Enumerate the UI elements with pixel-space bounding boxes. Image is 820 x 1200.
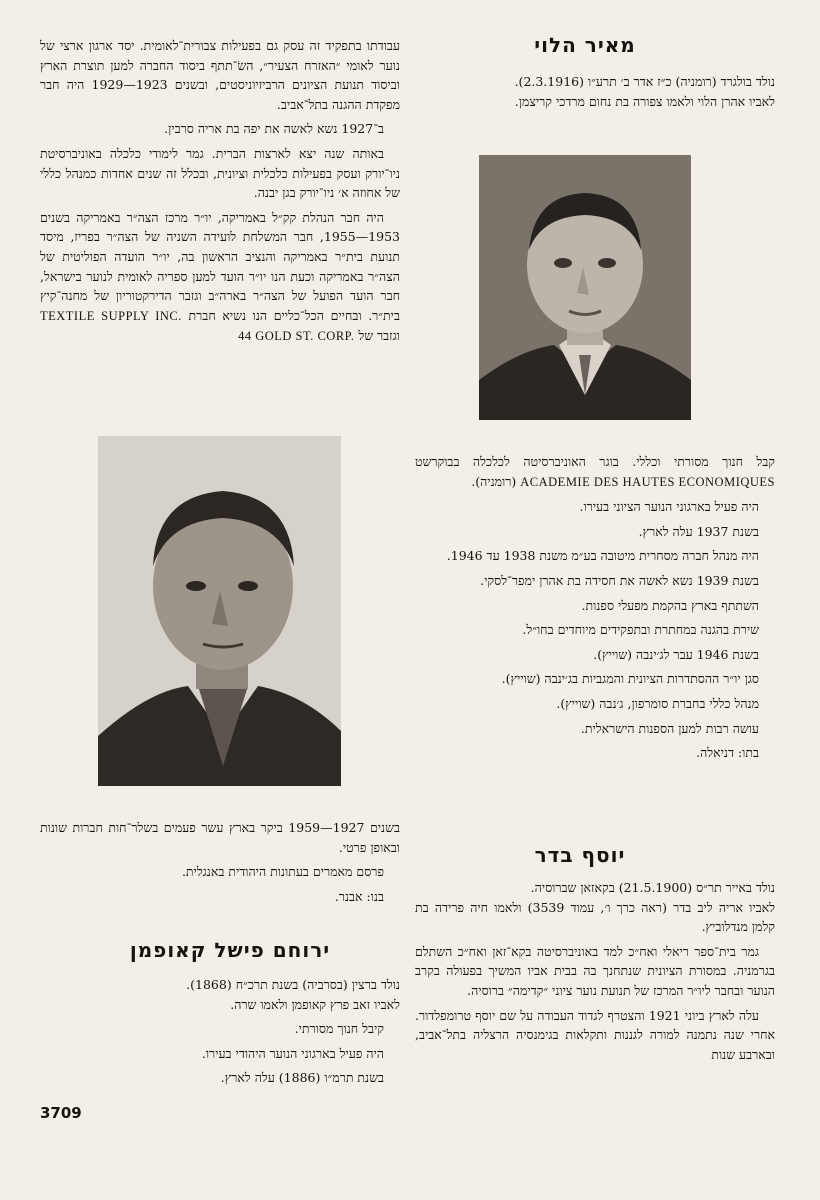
cont-marriage: ב־1927 נשא לאשה את יפה בת אריה סרבין.: [164, 121, 384, 137]
continued-biography: [40, 36, 400, 352]
yerucham-parents: לאביו זאב פרץ קאופמן ולאמו שרה.: [230, 996, 400, 1012]
meir-name-heading: מאיר הלוי: [534, 33, 636, 57]
yosef-biography: [415, 878, 775, 1069]
yosef-name-heading: יוסף בדר: [534, 843, 626, 867]
meir-education-country: (רומניה).: [471, 473, 517, 489]
yerucham-birth: נולד ברצין (בסרביה) בשנת תרכ״ח (1868).: [186, 977, 400, 992]
cont-usa: באותה שנה יצא לארצות הברית. גמר לימודי כלכלה באוניברסיטת ניו־יורק ועסק בפעילות כלכלית וציונית, ובכלל זה שנים אחדות כמנהל כללי של אחוזה א׳ ניו־יורק בגן יבנה.: [40, 145, 400, 201]
cont-treasurer: וגזבר של: [358, 328, 400, 344]
meir-academy-name: ACADEMIE DES HAUTES ECONOMIQUES: [520, 474, 775, 489]
yerucham-name-heading: ירוחם פישל קאופמן: [129, 938, 331, 962]
meir-aliyah: בשנת 1937 עלה לארץ.: [638, 523, 759, 539]
cont-organizations: היה חבר הנהלת קק״ל באמריקה, יו״ר מרכז הצה״ר באמריקה בשנים 1953—1955, חבר המשלחת לועידה השניה של הצה״ר בפריז, מיסד תנועת בית״ר באמריקה והנציב הראשון בה, יו״ר הועדה הפוליטית של הצה״ר באמריקה וכעת הנו יו״ר הועד למען ספריה לאומית לנוער בישראל, חבר הועד הפועל של הצה״ר בארה״ב וגזבר הדירקטוריון של מחנה־קיץ בית״ר. ובחיים הכל־כליים הנו נשיא חברת: [40, 209, 400, 323]
yerucham-aliyah: בשנת תרמ״ו (1886) עלה לארץ.: [220, 1070, 384, 1086]
yosef-education: גמר בית־ספר ריאלי ואח״כ למד באוניברסיטה בקא־זאן ואח״כ השתלם בגרמניה. במסורת הציונית שנתחנך בה בבית אביו המשיך בפעולה בקרב הנוער ובחבר ליו״ר המרכז של תנועת נוער ציוני ״קדימה״ ברוסיה.: [415, 943, 775, 998]
cont-public-activity: עבודתו בתפקיד זה עסק גם בפעילות צבורית־לאומית. יסד ארגון ארצי של נוער לאומי ״האזרח הצעיר״, השׂ־תתף ביסוד החברה למען תוצרת הארץ וביסוד תנועת הציונים הרביזיוניסטים, ובשנים 1923—1929 היה חבר מפקדת ההגנה בתל־אביב.: [40, 38, 400, 112]
second-portrait-photo: [98, 436, 341, 786]
cont-company-2: 44 GOLD ST. CORP.: [238, 329, 355, 344]
yerucham-biography: [40, 975, 400, 1093]
cont-articles: פרסם מאמרים בעתונות היהודית באנגלית.: [181, 864, 384, 880]
continued-biography-end: [40, 818, 400, 911]
meir-parents: לאביו אהרן הלוי ולאמו צפורה בת נחום מרדכי קריצמן.: [514, 93, 775, 109]
meir-intro: [415, 72, 775, 116]
yosef-parents: לאביו אריה ליב בדר (ראה כרך ו׳, עמוד 3539) ולאמו חיה פרידה בת קלמן מנדלוביץ.: [415, 899, 776, 935]
portrait-man-icon: [98, 436, 341, 786]
meir-zionist-role: סגן יו״ר ההסתדרות הציונית והמגביות בג׳ינבה (שוייץ).: [501, 671, 759, 687]
portrait-man-icon: [479, 155, 691, 420]
meir-shipping: השתתף בארץ בהקמת מפעלי ספנות.: [581, 597, 759, 613]
meir-company: היה מנהל חברה מסחרית מיטובה בע״מ משנת 1938 עד 1946.: [446, 548, 759, 564]
meir-birth: נולד בולגרד (רומניה) כ״ז אדר ב׳ תרע״ו (2.3.1916).: [514, 74, 775, 89]
meir-education: קבל חנוך מסורתי וכללי. בוגר האוניברסיטה לכלכלה בבוקרשט: [415, 454, 775, 469]
cont-visits: בשנים 1927—1959 ביקר בארץ עשר פעמים בשלר־חות חברות שונות ובאופן פרטי.: [40, 820, 400, 855]
meir-geneva-move: בשנת 1946 עבר לג׳ינבה (שוייץ).: [593, 646, 759, 662]
yerucham-education: קיבל חנוך מסורתי.: [294, 1021, 384, 1037]
meir-director: מנהל כללי בחברת סומרפון, ג׳נבה (שוייץ).: [556, 695, 759, 711]
meir-israeli-shipping: עושה רבות למען הספנות הישראלית.: [580, 720, 759, 736]
yosef-aliyah: עלה לארץ ביוני 1921 והצטרף לגדוד העבודה על שם יוסף טרומפלדור. אחרי שנה נתמנה למורה לגננות ותקלאות בגימנסיה הרצליה בתל־אביב, ובארבע שנות: [415, 1007, 775, 1062]
yerucham-activity: היה פעיל בארגוני הנוער היהודי בעירו.: [201, 1045, 384, 1061]
meir-activity-youth: היה פעיל בארגוני הנוער הציוני בעירו.: [579, 499, 759, 515]
meir-portrait-photo: [479, 155, 691, 420]
yosef-birth: נולד באייר תר״ס (21.5.1900) בקאזאן שברוסיה.: [530, 880, 775, 895]
page-number: 3709: [40, 1104, 82, 1122]
meir-daughter: בתו: דניאלה.: [696, 745, 759, 761]
meir-marriage: בשנת 1939 נשא לאשה את חסידה בת אהרן ימפר־לסקי.: [480, 572, 759, 588]
cont-son: בנו: אבנר.: [334, 888, 384, 904]
meir-haganah: שירת בהגנה במחתרת ובתפקידים מיוחדים בחו״ל.: [522, 622, 759, 638]
cont-company-1: TEXTILE SUPPLY INC.: [40, 308, 182, 323]
meir-biography: [415, 452, 775, 768]
